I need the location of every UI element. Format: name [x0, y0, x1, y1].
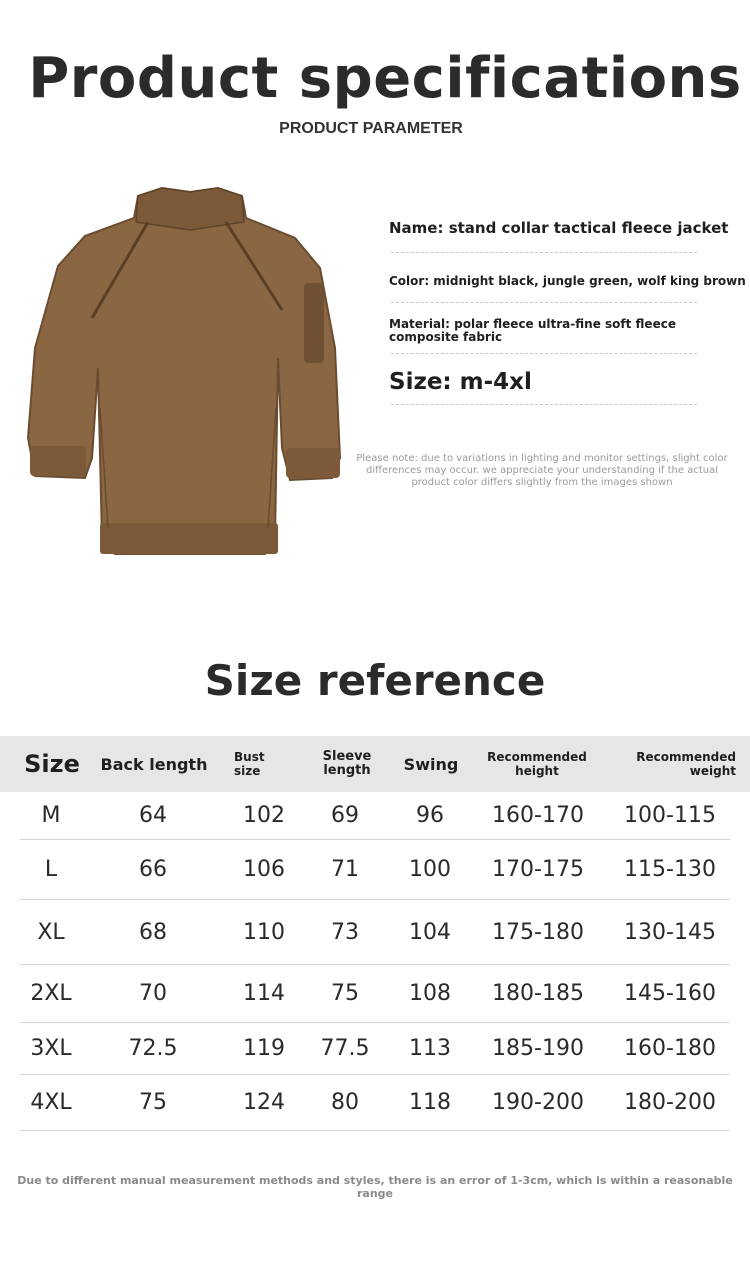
cell-size: L	[44, 857, 58, 882]
cell-recommended-weight: 180-200	[624, 1090, 716, 1115]
jacket-illustration	[20, 178, 360, 568]
spec-divider	[391, 404, 697, 405]
cell-back-length: 70	[139, 981, 167, 1006]
jacket-body	[28, 188, 340, 554]
cell-size: 4XL	[30, 1090, 72, 1115]
cell-recommended-height: 175-180	[492, 919, 584, 945]
color-disclaimer: Please note: due to variations in lighting and monitor settings, slight color differences may occur. we appreciate your understanding if the actual product color differs slightly from the images shown	[356, 453, 728, 488]
spec-name: Name: stand collar tactical fleece jacket	[389, 219, 729, 237]
cell-recommended-height: 185-190	[492, 1036, 584, 1061]
cell-back-length: 66	[139, 857, 167, 882]
cell-swing: 108	[409, 981, 451, 1006]
cell-bust-size: 114	[243, 981, 285, 1006]
column-header-size: Size	[24, 750, 80, 778]
cell-recommended-weight: 130-145	[624, 919, 716, 945]
spec-divider	[391, 252, 697, 253]
column-header-recommended-height: Recommended height	[487, 750, 587, 778]
cell-swing: 113	[409, 1036, 451, 1061]
cell-recommended-weight: 145-160	[624, 981, 716, 1006]
cell-recommended-weight: 160-180	[624, 1036, 716, 1061]
cell-swing: 104	[409, 919, 451, 945]
column-header-sleeve-length: Sleeve length	[322, 749, 372, 778]
cell-bust-size: 119	[243, 1036, 285, 1061]
cell-recommended-height: 190-200	[492, 1090, 584, 1115]
cell-sleeve-length: 75	[331, 981, 359, 1006]
spec-divider	[391, 353, 697, 354]
cell-bust-size: 110	[243, 919, 285, 945]
cell-back-length: 68	[139, 919, 167, 945]
cell-recommended-height: 160-170	[492, 803, 584, 828]
page-subtitle: PRODUCT PARAMETER	[279, 120, 463, 137]
size-reference-title: Size reference	[204, 656, 546, 705]
cell-recommended-weight: 115-130	[624, 857, 716, 882]
cell-bust-size: 124	[243, 1090, 285, 1115]
table-row	[20, 965, 730, 1023]
table-row	[20, 1023, 730, 1075]
cell-sleeve-length: 71	[331, 857, 359, 882]
jacket-hem	[100, 523, 278, 554]
jacket-right-cuff	[286, 448, 340, 478]
cell-sleeve-length: 69	[331, 803, 359, 828]
column-header-back-length: Back length	[100, 754, 208, 774]
spec-divider	[391, 302, 697, 303]
measurement-footnote: Due to different manual measurement methods and styles, there is an error of 1-3cm, which is within a reasonable range	[17, 1174, 733, 1200]
column-header-recommended-weight: Recommended weight	[636, 750, 736, 778]
cell-back-length: 72.5	[128, 1036, 178, 1061]
table-row	[20, 1075, 730, 1131]
cell-recommended-weight: 100-115	[624, 803, 716, 828]
spec-color: Color: midnight black, jungle green, wolf king brown	[389, 274, 746, 288]
cell-size: 3XL	[30, 1036, 72, 1061]
cell-recommended-height: 180-185	[492, 981, 584, 1006]
cell-bust-size: 106	[243, 857, 285, 882]
cell-swing: 96	[416, 803, 444, 828]
cell-sleeve-length: 80	[331, 1090, 359, 1115]
cell-size: 2XL	[30, 981, 72, 1006]
spec-material: Material: polar fleece ultra-fine soft fleece composite fabric	[389, 317, 676, 344]
cell-swing: 100	[409, 857, 451, 882]
size-table-header	[0, 736, 750, 792]
cell-recommended-height: 170-175	[492, 857, 584, 882]
cell-size: M	[41, 803, 61, 828]
spec-size: Size: m-4xl	[389, 369, 532, 395]
cell-bust-size: 102	[243, 803, 285, 828]
cell-swing: 118	[409, 1090, 451, 1115]
cell-size: XL	[37, 919, 65, 945]
cell-back-length: 64	[139, 803, 167, 828]
cell-back-length: 75	[139, 1090, 167, 1115]
cell-sleeve-length: 77.5	[320, 1036, 370, 1061]
table-row	[20, 792, 730, 840]
column-header-swing: Swing	[403, 754, 459, 774]
table-row	[20, 840, 730, 900]
column-header-bust-size: Bust size	[234, 750, 265, 778]
jacket-sleeve-pocket	[304, 283, 324, 363]
cell-sleeve-length: 73	[331, 919, 359, 945]
jacket-left-cuff	[30, 446, 86, 476]
page-title: Product specifications	[28, 46, 742, 111]
table-row	[20, 900, 730, 965]
